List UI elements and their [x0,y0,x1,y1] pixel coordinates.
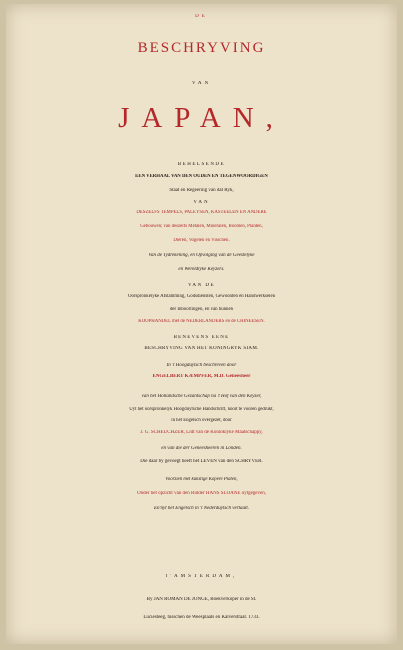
line-hoogduytsch: In 't Hoogduytsch beschreven door [166,363,237,368]
line-van2: VAN [193,200,210,205]
heading-de: DE [195,14,208,19]
line-inboorlingen: der Inboorlingen, en van hunnen [169,307,234,312]
line-kaempfer: ENGELBERT KÆMPFER, M.D. Geneesheer [152,374,251,379]
imprint-amsterdam: t'AMSTERDAM, [165,574,238,579]
imprint-publisher: By JAN ROMAN DE JONGE, Boekverkoper in de St. [146,597,257,602]
line-gezantschap: van het Hollandsche Gezantschap na 't Hof van den Keyzer, [141,394,262,399]
line-uit: Uyt het oorspronkelyk Hoogduytsche Handschrift, nooit te vooren gedrukt, [129,407,274,412]
line-verhaal: EEN VERHAAL VAN DEN OUDEN EN TEGENWOORDIGEN [135,174,268,179]
line-siam: BESCHRYVING VAN HET KONINGRYK SIAM. [144,346,259,351]
line-genees: en van die der Geneesheeren in Londen. [161,446,242,451]
line-scheuchzer: J. G. SCHEUCHZER, Lidt van de Koninklyke Maatschappy, [140,430,263,435]
line-koophandel: KOOPHANDEL met de NEDERLANDERS en de CHINEESEN. [138,319,265,324]
title-page [6,4,397,644]
line-deszelfs: DESZELFS TEMPELS, PALEYSEN, KASTEELEN EN ANDERE [136,210,267,215]
line-benevens: BENEVENS EENE [173,335,230,340]
line-tydrekening: Van de Tydrekening, en Opvolging van de Geestelyke [148,253,255,258]
heading-van: VAN [191,81,212,86]
line-dieren: Dieren, Vogelen en Visschen. [173,238,230,243]
line-staat: Staat en Regeering van dat Ryk, [169,188,234,193]
line-gebouwen: Gebouwen; van deszelfs Metalen, Mineralen, Boomen, Planten, [140,224,263,229]
line-keyzers: en Wereldlyke Keyzers. [178,267,225,272]
imprint-address: Luciesteeg, tusschen de Weesplaats en Kalverstraat. 1733. [143,615,260,620]
behelsende: BEHELSENDE [177,162,226,167]
heading-beschryving: BESCHRYVING [137,40,266,56]
line-leven: Die daar by gevoegt heeft het LEVEN van den SCHRYVER. [140,459,263,464]
line-sloane: Onder het opzicht van den Ridder HANS SLOANE uytgegeven, [137,491,266,496]
line-platen: Voorzien met kunstige Kopere Platen, [165,477,238,482]
line-vertaalt: En'nyt het Engelsch in 't Nederduytsch vertaalt. [153,506,250,511]
line-oorspronk: Oorspronkelyke Afstamming, Godsdiensten, Gewoonten en Handwerkselen [127,294,276,299]
line-vande: VAN DE [187,283,216,288]
line-engelsch: in het Engelsch overgezet, door [171,418,232,423]
heading-japan: JAPAN, [118,102,285,134]
